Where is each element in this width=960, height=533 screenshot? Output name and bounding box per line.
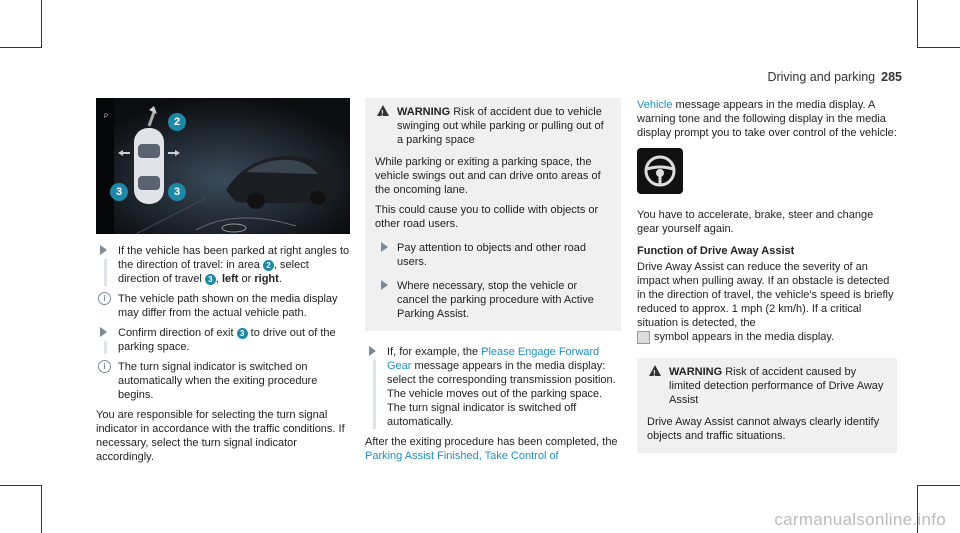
warning-box-swinging: ! WARNING Risk of accident due to vehicle swinging out while parking or pulling out of a parking space While parking or exiting a parking space, the vehicle swings out and can drive onto areas of the oncoming lane. This could cause you to collide with objects or other road users. Pay attention to objects and other road users. Where necessary, stop the vehicle or cancel the parking procedure with Active Parking Assist. bbox=[365, 98, 621, 331]
column-1 bbox=[96, 98, 350, 470]
note-path: i The vehicle path shown on the media display may differ from the actual vehicle path. bbox=[96, 292, 350, 320]
section-heading: Function of Drive Away Assist bbox=[637, 245, 795, 257]
parking-figure bbox=[96, 98, 350, 234]
column-3: Vehicle message appears in the media display. A warning tone and the following display in the media display prompt you to take over control of the vehicle: You have to accelerate, brake, steer and change gear yourself again. Function of Drive Away Assist Drive Away Assist can reduce the severity of an impact when pulling away. If an obstacle is detected in the direction of travel, the vehicle's speed is briefly reduced to approx. 1 mph (2 km/h). If a critical situation is detected, the symbol appears in the media display. ! WARNING Risk of accident caused by limited detection performance of Drive Away Assist Drive Away Assist cannot always clearly identify objects and traffic situations. bbox=[637, 98, 897, 463]
callout-num: 3 bbox=[205, 274, 216, 285]
watermark: carmanualsonline.info bbox=[774, 510, 946, 529]
callout-3-right: 3 bbox=[168, 183, 186, 201]
step-select-direction: If the vehicle has been parked at right angles to the direction of travel: in area 2 , select direction of travel 3 , left or right. bbox=[96, 244, 350, 286]
callout-num: 2 bbox=[263, 260, 274, 271]
step-arrow-icon bbox=[369, 346, 376, 356]
callout-2: 2 bbox=[168, 113, 186, 131]
step-arrow-icon bbox=[100, 327, 107, 337]
display-message: Parking Assist Finished, Take Control of bbox=[365, 450, 559, 462]
crop-mark bbox=[917, 485, 960, 486]
paragraph-responsibility: You are responsible for selecting the turn signal indicator in accordance with the traffic conditions. If necessary, select the turn signal indicator accordingly. bbox=[96, 409, 345, 463]
step-arrow-icon bbox=[100, 245, 107, 255]
warning-triangle-icon bbox=[649, 365, 661, 376]
crop-mark bbox=[41, 485, 42, 533]
info-icon: i bbox=[98, 360, 111, 373]
display-message: Please Engage Forward Gear bbox=[387, 346, 600, 372]
p-label: P bbox=[104, 114, 109, 120]
column-2 bbox=[365, 98, 621, 469]
steering-wheel-icon bbox=[637, 148, 683, 194]
warning-triangle-icon bbox=[377, 105, 389, 116]
page-number: 285 bbox=[881, 70, 902, 84]
crop-mark bbox=[917, 0, 918, 48]
display-message: Vehicle bbox=[637, 99, 673, 111]
section-title: Driving and parking bbox=[767, 70, 876, 84]
crop-mark bbox=[41, 0, 42, 48]
warning-box-detection: ! WARNING Risk of accident caused by limited detection performance of Drive Away Assist Drive Away Assist cannot always clearly identify objects and traffic situations. bbox=[637, 358, 897, 453]
car-top-view bbox=[134, 128, 164, 204]
step-arrow-icon bbox=[381, 280, 388, 290]
page-header bbox=[767, 70, 902, 84]
crop-mark bbox=[0, 47, 42, 48]
info-icon: i bbox=[98, 292, 111, 305]
paragraph-after: After the exiting procedure has been completed, the Parking Assist Finished, Take Control of bbox=[365, 436, 618, 462]
callout-3-left: 3 bbox=[110, 183, 128, 201]
step-arrow-icon bbox=[381, 242, 388, 252]
step-engage-gear: If, for example, the Please Engage Forward Gear message appears in the media display: select the corresponding transmission position. The vehicle moves out of the parking space. The turn signal indicator is switched off automatically. bbox=[365, 345, 621, 429]
note-turn-signal: i The turn signal indicator is switched on automatically when the exiting procedure begins. bbox=[96, 360, 350, 402]
parking-illustration bbox=[96, 98, 350, 234]
step-confirm-exit: Confirm direction of exit 3 to drive out of the parking space. bbox=[96, 326, 350, 354]
callout-num: 3 bbox=[237, 328, 248, 339]
crop-mark bbox=[0, 485, 42, 486]
steering-wheel-display bbox=[637, 148, 683, 194]
crop-mark bbox=[917, 47, 960, 48]
drive-away-symbol-icon bbox=[637, 331, 650, 344]
